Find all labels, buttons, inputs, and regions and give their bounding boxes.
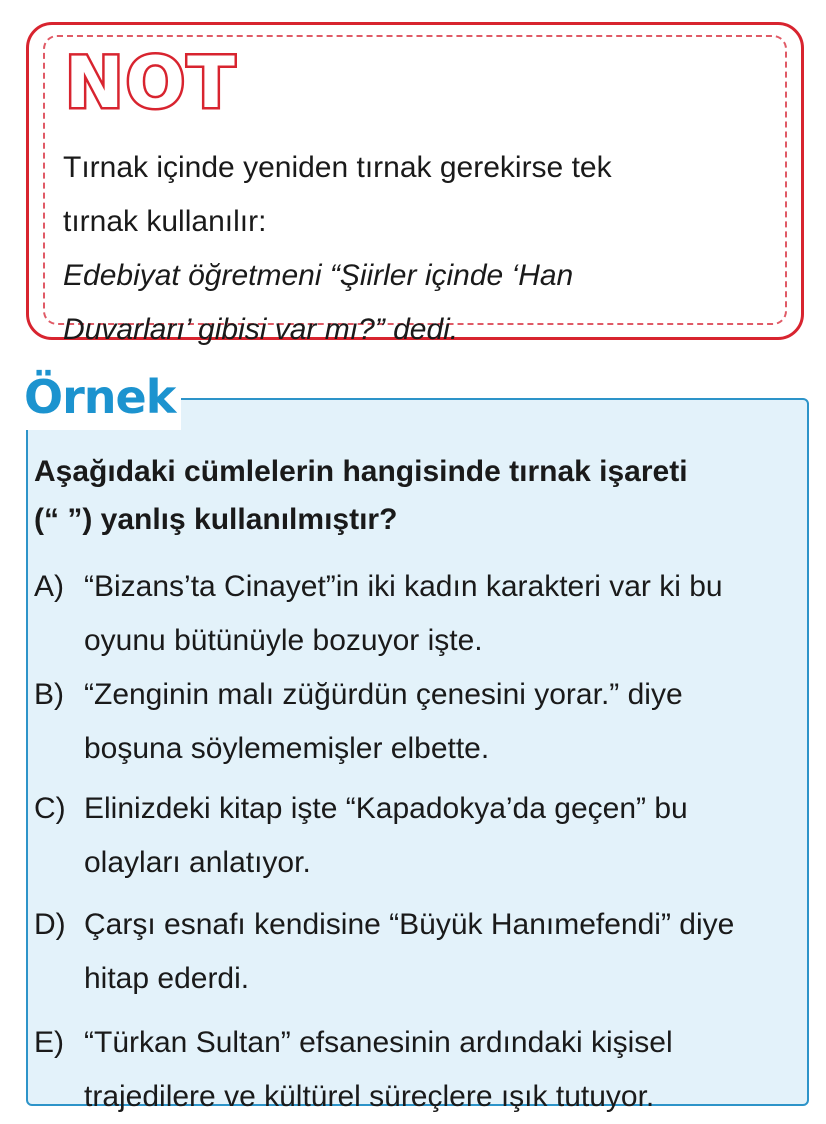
option-text <box>84 898 804 1006</box>
option-letter: B) <box>34 678 64 711</box>
note-example-line-2: Duvarları’ gibisi var mı?” dedi. <box>63 313 459 346</box>
option-line-2: trajedilere ve kültürel süreçlere ışık tutuyor. <box>84 1080 655 1113</box>
note-text <box>63 141 783 357</box>
option-line-2: olayları anlatıyor. <box>84 846 311 879</box>
option-line-1: “Türkan Sultan” efsanesinin ardındaki kişisel <box>84 1026 673 1059</box>
option-line-1: Elinizdeki kitap işte “Kapadokya’da geçen” bu <box>84 792 688 825</box>
option-line-2: hitap ederdi. <box>84 962 250 995</box>
option-text <box>84 668 804 776</box>
note-title <box>59 25 259 135</box>
option-letter: E) <box>34 1026 64 1059</box>
question-line-2: (“ ”) yanlış kullanılmıştır? <box>34 503 398 536</box>
svg-text:NOT: NOT <box>65 42 237 124</box>
option-letter: C) <box>34 792 66 825</box>
note-example-line-1: Edebiyat öğretmeni “Şiirler içinde ‘Han <box>63 259 574 292</box>
note-box <box>26 22 804 346</box>
option-text <box>84 782 804 890</box>
question-text <box>34 448 794 544</box>
note-line-1: Tırnak içinde yeniden tırnak gerekirse tek <box>63 151 612 184</box>
option-line-2: oyunu bütünüyle bozuyor işte. <box>84 624 483 657</box>
option-letter: D) <box>34 908 66 941</box>
question-line-1: Aşağıdaki cümlelerin hangisinde tırnak işareti <box>34 455 688 488</box>
example-title: Örnek <box>24 364 181 430</box>
option-line-2: boşuna söylememişler elbette. <box>84 732 490 765</box>
option-line-1: “Zenginin malı züğürdün çenesini yorar.” diye <box>84 678 683 711</box>
option-line-1: Çarşı esnafı kendisine “Büyük Hanımefendi” diye <box>84 908 735 941</box>
note-line-2: tırnak kullanılır: <box>63 205 267 238</box>
option-line-1: “Bizans’ta Cinayet”in iki kadın karakteri var ki bu <box>84 570 723 603</box>
option-letter: A) <box>34 570 64 603</box>
option-text <box>84 560 804 668</box>
